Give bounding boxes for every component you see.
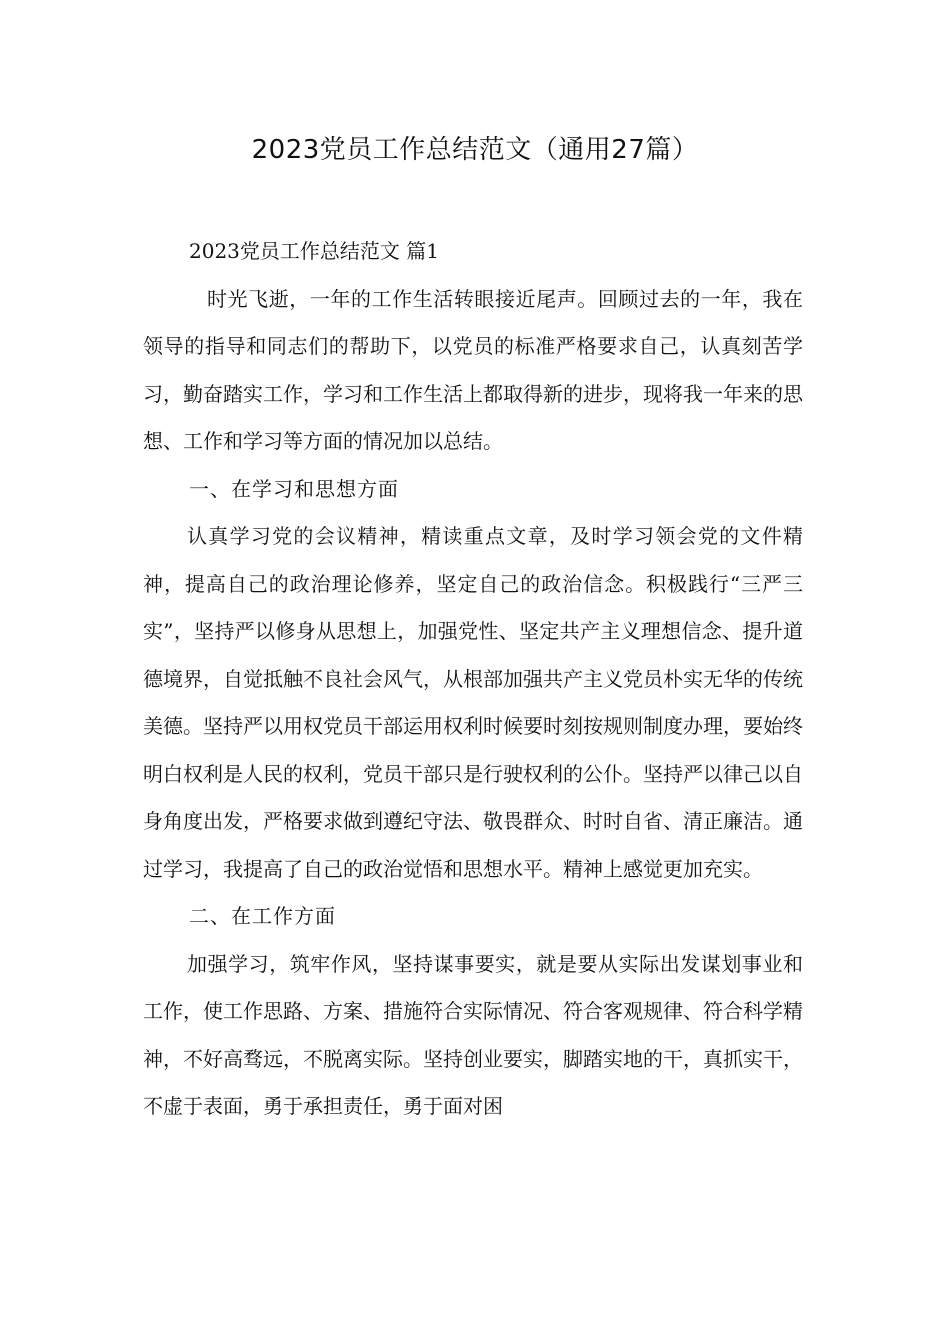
paragraph-study-thought: 认真学习党的会议精神，精读重点文章，及时学习领会党的文件精神，提高自己的政治理论修养，坚定自己的政治信念。积极践行“三严三实”，坚持严以修身从思想上，加强党性、坚定共产主义理想信念、提升道德境界，自觉抵触不良社会风气，从根部加强共产主义党员朴实无华的传统美德。坚持严以用权党员干部运用权利时候要时刻按规则制度办理，要始终明白权利是人民的权利，党员干部只是行驶权利的公仆。坚持严以律己以自身角度出发，严格要求做到遵纪守法、敬畏群众、时时自省、清正廉洁。通过学习，我提高了自己的政治觉悟和思想水平。精神上感觉更加充实。 (143, 524, 803, 881)
subheading-work: 二、在工作方面 (189, 904, 336, 928)
document-body (143, 228, 803, 1131)
subheading-study-thought: 一、在学习和思想方面 (189, 476, 399, 501)
section-heading: 2023党员工作总结范文 篇1 (189, 239, 439, 263)
paragraph-work: 加强学习，筑牢作风，坚持谋事要实，就是要从实际出发谋划事业和工作，使工作思路、方案、措施符合实际情况、符合客观规律、符合科学精神，不好高骛远，不脱离实际。坚持创业要实，脚踏实地的干，真抓实干，不虚于表面，勇于承担责任，勇于面对困 (143, 951, 803, 1118)
document-title: 2023党员工作总结范文（通用27篇） (251, 135, 699, 165)
paragraph-intro: 时光飞逝，一年的工作生活转眼接近尾声。回顾过去的一年，我在领导的指导和同志们的帮助下，以党员的标准严格要求自己，认真刻苦学习，勤奋踏实工作，学习和工作生活上都取得新的进步，现将我一年来的思想、工作和学习等方面的情况加以总结。 (143, 286, 803, 453)
